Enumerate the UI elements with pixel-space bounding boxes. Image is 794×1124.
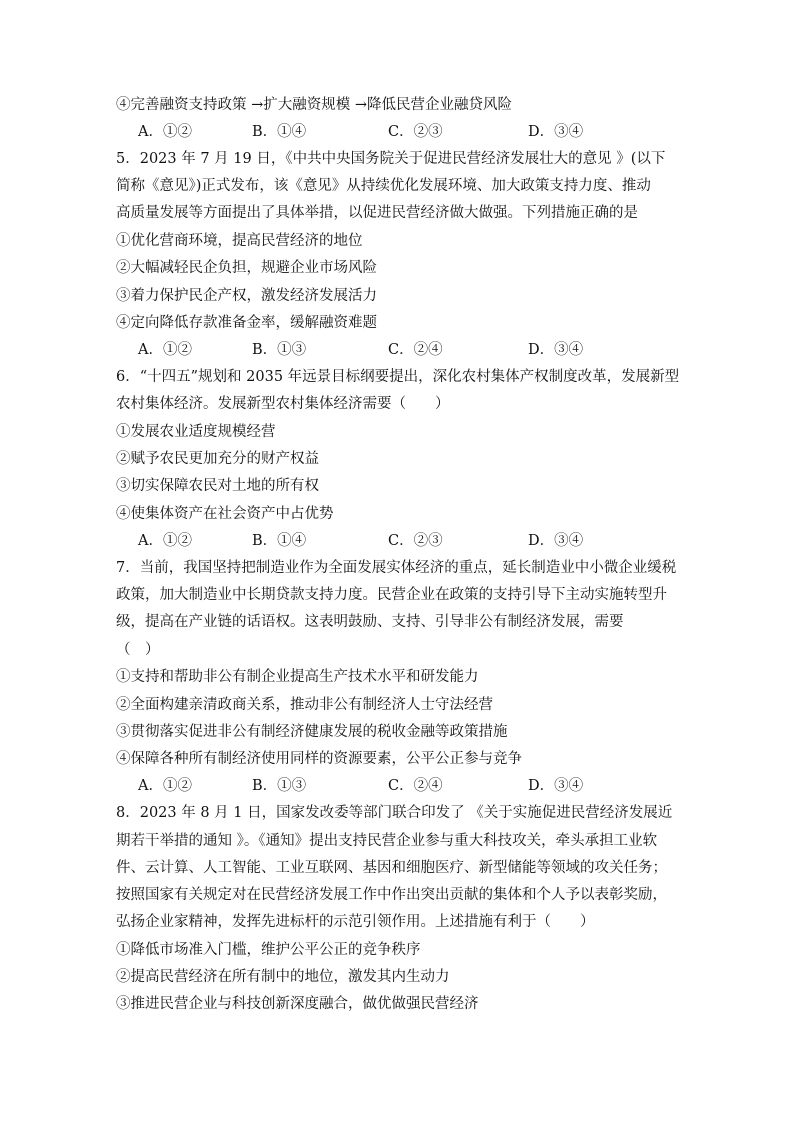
q4-option-a: A．①② — [138, 124, 192, 140]
q4-statement-4: ④完善融资支持政策 →扩大融资规模 →降低民营企业融贷风险 — [116, 97, 513, 113]
q5-statement-4: ④定向降低存款准备金率，缓解融资难题 — [116, 315, 377, 331]
q6-option-b: B．①④ — [252, 533, 307, 549]
q4-option-b: B．①④ — [252, 124, 307, 140]
q6-stem-line-1: 6．“十四五”规划和 2035 年远景目标纲要提出，深化农村集体产权制度改革，发展新型 — [116, 369, 680, 385]
q6-stem-line-2: 农村集体经济。发展新型农村集体经济需要（ ） — [116, 396, 450, 412]
q8-stem-line-2: 期若干举措的通知 》。《通知》提出支持民营企业参与重大科技攻关，牵头承担工业软 — [116, 833, 658, 849]
q8-stem-line-1: 8．2023 年 8 月 1 日，国家发改委等部门联合印发了 《关于实施促进民营经济发展近 — [116, 805, 673, 821]
q7-stem-line-1: 7．当前，我国坚持把制造业作为全面发展实体经济的重点，延长制造业中小微企业缓税 — [116, 560, 677, 576]
q5-options — [138, 340, 738, 360]
q5-statement-2: ②大幅减轻民企负担，规避企业市场风险 — [116, 260, 377, 276]
q6-statement-4: ④使集体资产在社会资产中占优势 — [116, 506, 334, 522]
q7-statement-3: ③贯彻落实促进非公有制经济健康发展的税收金融等政策措施 — [116, 724, 508, 740]
q5-option-b: B．①③ — [252, 342, 307, 358]
q5-option-a: A．①② — [138, 342, 192, 358]
q4-options — [138, 122, 738, 142]
q5-statement-1: ①优化营商环境，提高民营经济的地位 — [116, 233, 363, 249]
q7-option-d: D．③④ — [528, 778, 584, 794]
q8-statement-1: ①降低市场准入门槛，维护公平公正的竞争秩序 — [116, 942, 421, 958]
q6-option-a: A．①② — [138, 533, 192, 549]
q8-stem-line-3: 件、云计算、人工智能、工业互联网、基因和细胞医疗、新型储能等领域的攻关任务； — [116, 860, 667, 876]
q4-option-c: C．②③ — [388, 124, 443, 140]
q6-options — [138, 531, 738, 551]
q7-statement-1: ①支持和帮助非公有制企业提高生产技术水平和研发能力 — [116, 669, 479, 685]
q7-option-a: A．①② — [138, 778, 192, 794]
q7-option-c: C．②④ — [388, 778, 443, 794]
q5-stem-line-2: 简称《意见》)正式发布，该《意见》从持续优化发展环境、加大政策支持力度、推动 — [116, 178, 651, 194]
q7-option-b: B．①③ — [252, 778, 307, 794]
q6-option-d: D．③④ — [528, 533, 584, 549]
q6-statement-2: ②赋予农民更加充分的财产权益 — [116, 451, 319, 467]
q6-statement-3: ③切实保障农民对土地的所有权 — [116, 478, 319, 494]
q7-stem-line-3: 级，提高在产业链的话语权。这表明鼓励、支持、引导非公有制经济发展，需要 — [116, 614, 624, 630]
q5-stem-line-3: 高质量发展等方面提出了具体举措，以促进民营经济做大做强。下列措施正确的是 — [116, 205, 638, 221]
q5-option-c: C．②④ — [388, 342, 443, 358]
q5-statement-3: ③着力保护民企产权，激发经济发展活力 — [116, 288, 377, 304]
q7-statement-2: ②全面构建亲清政商关系，推动非公有制经济人士守法经营 — [116, 697, 493, 713]
q6-statement-1: ①发展农业适度规模经营 — [116, 424, 276, 440]
q7-options — [138, 776, 738, 796]
q7-answer-bracket: （ ） — [116, 642, 160, 658]
q5-option-d: D．③④ — [528, 342, 584, 358]
q6-option-c: C．②③ — [388, 533, 443, 549]
q4-option-d: D．③④ — [528, 124, 584, 140]
q8-statement-2: ②提高民营经济在所有制中的地位，激发其内生动力 — [116, 969, 450, 985]
q7-stem-line-2: 政策，加大制造业中长期贷款支持力度。民营企业在政策的支持引导下主动实施转型升 — [116, 587, 667, 603]
q7-statement-4: ④保障各种所有制经济使用同样的资源要素，公平公正参与竞争 — [116, 751, 522, 767]
q8-statement-3: ③推进民营企业与科技创新深度融合，做优做强民营经济 — [116, 996, 479, 1012]
q8-stem-line-4: 按照国家有关规定对在民营经济发展工作中作出突出贡献的集体和个人予以表彰奖励， — [116, 887, 667, 903]
q5-stem-line-1: 5．2023 年 7 月 19 日，《中共中央国务院关于促进民营经济发展壮大的意见 》(以下 — [116, 151, 666, 167]
q8-stem-line-5: 弘扬企业家精神，发挥先进标杆的示范引领作用。上述措施有利于（ ） — [116, 914, 595, 930]
